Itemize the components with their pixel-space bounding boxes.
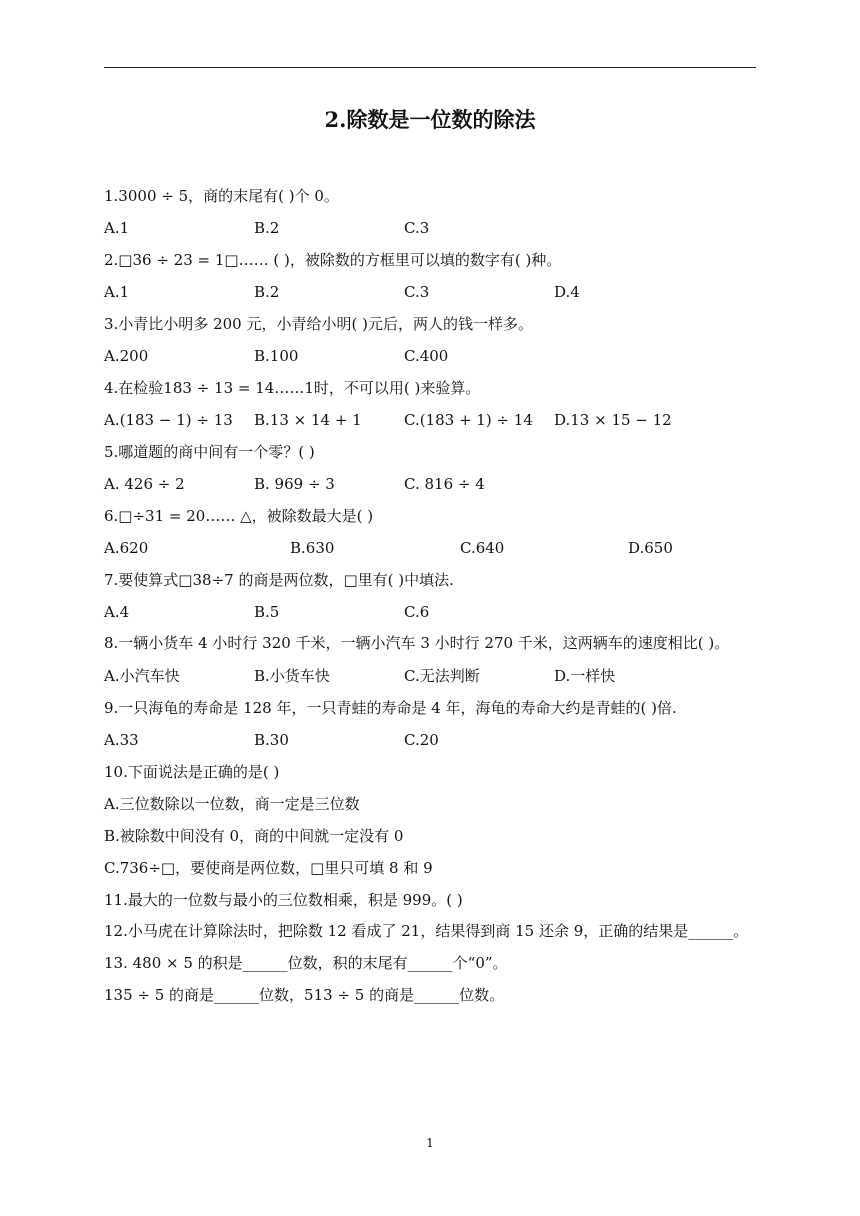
question-1-options bbox=[104, 212, 756, 244]
question-list bbox=[104, 180, 756, 1011]
header-rule bbox=[104, 67, 756, 68]
question-8-options bbox=[104, 660, 756, 692]
option-b: B.小货车快 bbox=[254, 666, 330, 685]
option-a: A.三位数除以一位数，商一定是三位数 bbox=[104, 794, 360, 813]
option-b: B.2 bbox=[254, 219, 280, 237]
option-a: A. 426 ÷ 2 bbox=[104, 475, 185, 493]
question-2-options bbox=[104, 276, 756, 308]
option-c: C.3 bbox=[404, 219, 430, 237]
question-10-stem: 10.下面说法是正确的是( ) bbox=[104, 762, 280, 781]
question-2-stem: 2.□36 ÷ 23 = 1□…… ( )，被除数的方框里可以填的数字有( )种。 bbox=[104, 251, 562, 269]
option-c: C.736÷□，要使商是两位数，□里只可填 8 和 9 bbox=[104, 858, 433, 877]
option-a: A.1 bbox=[104, 283, 130, 301]
option-b: B.5 bbox=[254, 603, 280, 621]
option-b: B.2 bbox=[254, 283, 280, 301]
question-4-options bbox=[104, 404, 756, 436]
option-a: A.(183 − 1) ÷ 13 bbox=[104, 411, 233, 429]
question-6-stem: 6.□÷31 = 20…… △，被除数最大是( ) bbox=[104, 507, 374, 525]
question-11-stem: 11.最大的一位数与最小的三位数相乘，积是 999。( ) bbox=[104, 890, 463, 909]
option-b: B.100 bbox=[254, 347, 299, 365]
question-1-stem: 1.3000 ÷ 5，商的末尾有( )个 0。 bbox=[104, 187, 339, 205]
question-9-options bbox=[104, 724, 756, 756]
question-13-line-2: 135 ÷ 5 的商是______位数，513 ÷ 5 的商是______位数。 bbox=[104, 986, 505, 1004]
question-4-stem: 4.在检验183 ÷ 13 = 14……1时，不可以用( )来验算。 bbox=[104, 379, 481, 397]
option-c: C.无法判断 bbox=[404, 666, 480, 685]
question-7-options bbox=[104, 596, 756, 628]
question-5-stem: 5.哪道题的商中间有一个零？( ) bbox=[104, 443, 315, 461]
option-b: B.被除数中间没有 0，商的中间就一定没有 0 bbox=[104, 826, 404, 845]
option-a: A.小汽车快 bbox=[104, 666, 180, 685]
option-a: A.33 bbox=[104, 730, 139, 749]
question-6-options bbox=[104, 532, 756, 564]
option-a: A.620 bbox=[104, 539, 149, 557]
option-d: D.13 × 15 − 12 bbox=[554, 411, 672, 429]
option-b: B. 969 ÷ 3 bbox=[254, 475, 335, 493]
option-d: D.4 bbox=[554, 283, 580, 301]
page-title: 2.除数是一位数的除法 bbox=[324, 107, 536, 132]
option-a: A.200 bbox=[104, 347, 149, 365]
question-9-stem: 9.一只海龟的寿命是 128 年，一只青蛙的寿命是 4 年，海龟的寿命大约是青蛙的( )倍. bbox=[104, 698, 677, 717]
option-c: C.20 bbox=[404, 730, 439, 749]
question-3-stem: 3.小青比小明多 200 元，小青给小明( )元后，两人的钱一样多。 bbox=[104, 315, 533, 333]
question-3-options bbox=[104, 340, 756, 372]
option-d: D.一样快 bbox=[554, 666, 616, 685]
question-5-options bbox=[104, 468, 756, 500]
option-c: C.640 bbox=[460, 539, 505, 557]
page-number: 1 bbox=[426, 1136, 434, 1150]
option-b: B.13 × 14 + 1 bbox=[254, 411, 362, 429]
question-13-line-1: 13. 480 × 5 的积是______位数，积的末尾有______个“0”。 bbox=[104, 954, 508, 972]
option-c: C.400 bbox=[404, 347, 449, 365]
option-c: C.(183 + 1) ÷ 14 bbox=[404, 411, 533, 429]
option-a: A.4 bbox=[104, 603, 130, 621]
option-c: C.6 bbox=[404, 603, 430, 621]
option-c: C. 816 ÷ 4 bbox=[404, 475, 485, 493]
question-7-stem: 7.要使算式□38÷7 的商是两位数，□里有( )中填法. bbox=[104, 571, 454, 589]
option-b: B.630 bbox=[290, 539, 335, 557]
option-c: C.3 bbox=[404, 283, 430, 301]
question-8-stem: 8.一辆小货车 4 小时行 320 千米，一辆小汽车 3 小时行 270 千米，这两辆车的速度相比( )。 bbox=[104, 634, 730, 652]
question-12-stem: 12.小马虎在计算除法时，把除数 12 看成了 21，结果得到商 15 还余 9，正确的结果是______。 bbox=[104, 921, 749, 940]
option-d: D.650 bbox=[628, 539, 673, 557]
option-b: B.30 bbox=[254, 730, 289, 749]
option-a: A.1 bbox=[104, 219, 130, 237]
